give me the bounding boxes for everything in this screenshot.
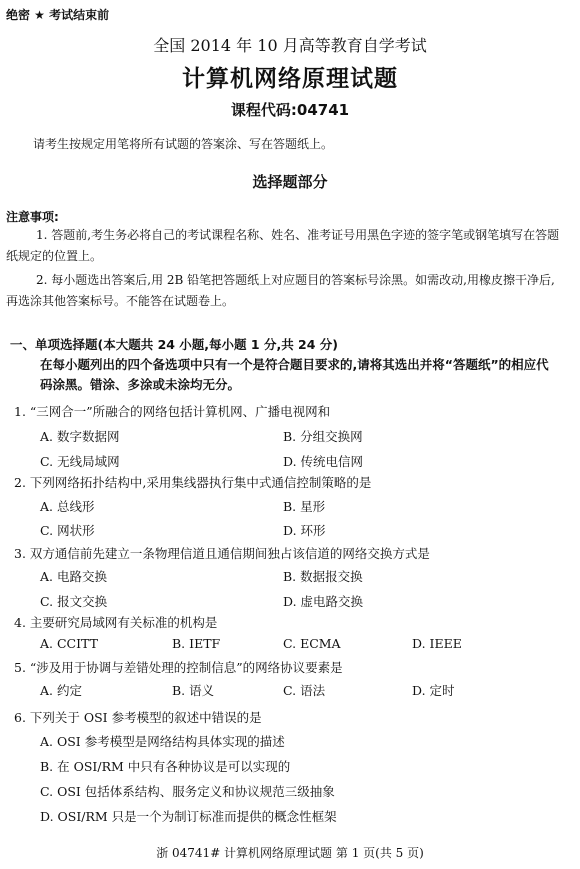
question-5-option-d: D. 定时 [412,683,455,698]
notes-title: 注意事项: [6,210,59,224]
question-2-option-b: B. 星形 [283,499,326,514]
question-6-option-b: B. 在 OSI/RM 中只有各种协议是可以实现的 [40,759,291,774]
note-item-2: 2. 每小题选出答案后,用 2B 铅笔把答题纸上对应题目的答案标号涂黑。如需改动,用橡皮擦干净后,再选涂其他答案标号。不能答在试题卷上。 [6,273,555,308]
question-1-stem: 1. “三网合一”所融合的网络包括计算机网、广播电视网和 [14,404,331,419]
page-footer: 浙 04741# 计算机网络原理试题 第 1 页(共 5 页) [156,846,424,860]
question-2-option-c: C. 网状形 [40,523,95,538]
question-1-option-d: D. 传统电信网 [283,454,364,469]
question-4-option-b: B. IETF [172,636,221,651]
question-6-option-c: C. OSI 包括体系结构、服务定义和协议规范三级抽象 [40,784,335,799]
question-1-option-b: B. 分组交换网 [283,429,363,444]
question-3-stem: 3. 双方通信前先建立一条物理信道且通信期间独占该信道的网络交换方式是 [14,546,430,561]
question-3-option-a: A. 电路交换 [40,569,107,584]
note-item-1: 1. 答题前,考生务必将自己的考试课程名称、姓名、准考证号用黑色字迹的签字笔或钢笔填写在答题纸规定的位置上。 [6,228,560,263]
question-6-stem: 6. 下列关于 OSI 参考模型的叙述中错误的是 [14,710,262,725]
question-1-option-c: C. 无线局域网 [40,454,120,469]
question-3-option-d: D. 虚电路交换 [283,594,364,609]
answer-instruction: 请考生按规定用笔将所有试题的答案涂、写在答题纸上。 [33,137,334,151]
question-4-option-c: C. ECMA [283,636,341,651]
question-4-stem: 4. 主要研究局域网有关标准的机构是 [14,615,218,630]
question-4-option-a: A. CCITT [40,636,98,651]
question-2-option-d: D. 环形 [283,523,326,538]
question-3-option-b: B. 数据报交换 [283,569,363,584]
question-5-option-a: A. 约定 [40,683,82,698]
section-heading: 一、单项选择题(本大题共 24 小题,每小题 1 分,共 24 分) [10,337,339,352]
confidential-mark: 绝密 ★ 考试结束前 [6,8,110,22]
question-5-stem: 5. “涉及用于协调与差错处理的控制信息”的网络协议要素是 [14,660,343,675]
question-6-option-d: D. OSI/RM 只是一个为制订标准而提供的概念性框架 [40,809,337,824]
question-6-option-a: A. OSI 参考模型是网络结构具体实现的描述 [40,734,285,749]
question-5-option-c: C. 语法 [283,683,326,698]
section-description: 在每小题列出的四个备选项中只有一个是符合题目要求的,请将其选出并将“答题纸”的相应代码涂黑。错涂、多涂或未涂均无分。 [40,357,549,392]
exam-title: 全国 2014 年 10 月高等教育自学考试 [153,36,427,55]
part-title: 选择题部分 [252,173,328,191]
course-code: 课程代码:04741 [230,101,350,119]
page-title: 计算机网络原理试题 [182,66,398,92]
question-2-option-a: A. 总线形 [40,499,95,514]
question-2-stem: 2. 下列网络拓扑结构中,采用集线器执行集中式通信控制策略的是 [14,475,372,490]
question-1-option-a: A. 数字数据网 [40,429,120,444]
question-4-option-d: D. IEEE [412,636,462,651]
question-3-option-c: C. 报文交换 [40,594,108,609]
question-5-option-b: B. 语义 [172,683,215,698]
